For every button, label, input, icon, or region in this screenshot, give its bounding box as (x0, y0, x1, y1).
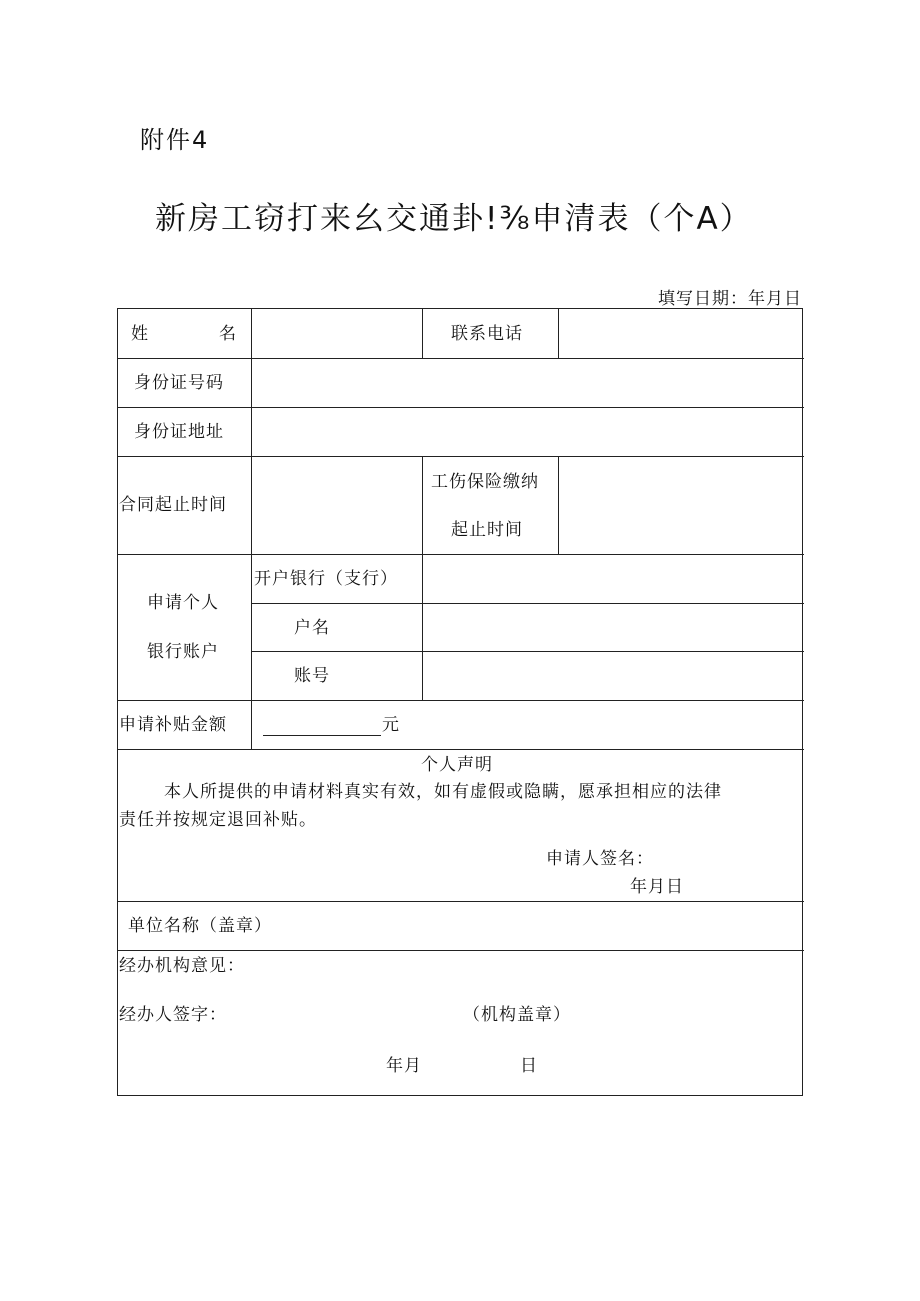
column-divider (422, 456, 423, 554)
fill-date-label: 填写日期：年月日 (658, 289, 802, 309)
phone-label: 联系电话 (451, 324, 523, 344)
row-divider (118, 950, 804, 951)
insurance-period-label-line2: 起止时间 (451, 520, 523, 540)
insurance-period-field[interactable] (559, 457, 803, 554)
unit-name-field[interactable] (318, 902, 803, 950)
form-title: 新房工窃打来幺交通卦!⅜申清表（个A） (155, 201, 753, 237)
unit-name-label: 单位名称（盖章） (128, 916, 272, 936)
id-address-field[interactable] (252, 408, 803, 456)
agency-date-year-month: 年月 (386, 1056, 422, 1076)
subsidy-amount-label: 申请补贴金额 (119, 715, 227, 735)
name-label-first: 姓 (131, 324, 149, 344)
id-address-label: 身份证地址 (134, 422, 224, 442)
name-field[interactable] (252, 309, 422, 358)
insurance-period-label-line1: 工伤保险缴纳 (431, 472, 539, 492)
handler-signature-label: 经办人签字： (119, 1005, 227, 1025)
account-name-field[interactable] (423, 604, 803, 651)
id-number-field[interactable] (252, 359, 803, 407)
agency-opinion-label: 经办机构意见： (119, 956, 245, 976)
account-number-label: 账号 (294, 666, 330, 686)
contract-period-label: 合同起止时间 (119, 495, 227, 515)
amount-unit: 元 (382, 715, 400, 735)
applicant-date-label: 年月日 (630, 877, 684, 897)
subsidy-amount-field[interactable] (263, 735, 381, 736)
declaration-title: 个人声明 (421, 755, 493, 775)
applicant-signature-label: 申请人签名： (546, 849, 654, 869)
bank-name-label: 开户银行（支行） (254, 569, 398, 589)
phone-field[interactable] (559, 309, 803, 358)
account-number-field[interactable] (423, 652, 803, 700)
declaration-text-line2: 责任并按规定退回补贴。 (119, 810, 317, 830)
bank-name-field[interactable] (423, 555, 803, 603)
account-name-label: 户名 (294, 618, 330, 638)
contract-period-field[interactable] (252, 457, 422, 554)
name-label-second: 名 (219, 324, 237, 344)
application-form (117, 308, 803, 1096)
agency-seal-label: （机构盖章） (463, 1005, 571, 1025)
row-divider (118, 700, 804, 701)
column-divider (422, 309, 423, 358)
bank-section-label-line1: 申请个人 (147, 593, 219, 613)
agency-date-day: 日 (520, 1056, 538, 1076)
bank-section-label-line2: 银行账户 (147, 642, 219, 662)
declaration-text-line1: 本人所提供的申请材料真实有效，如有虚假或隐瞒，愿承担相应的法律 (164, 782, 722, 802)
attachment-label: 附件4 (140, 126, 210, 154)
id-number-label: 身份证号码 (134, 373, 224, 393)
row-divider (118, 749, 804, 750)
